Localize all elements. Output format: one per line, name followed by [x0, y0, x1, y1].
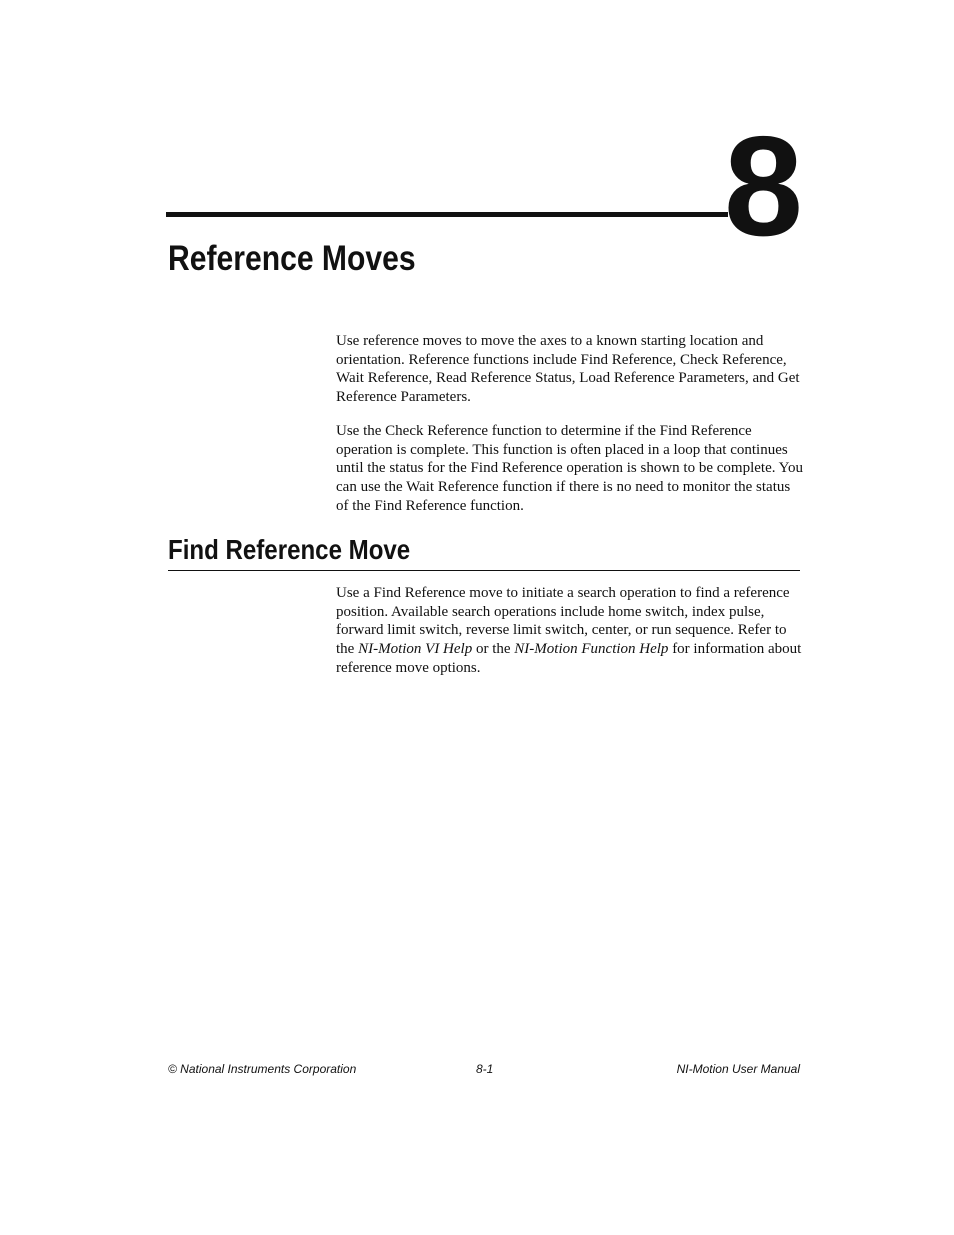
footer-copyright: © National Instruments Corporation [168, 1062, 357, 1076]
chapter-number: 8 [724, 107, 801, 266]
chapter-title: Reference Moves [168, 239, 416, 278]
chapter-rule [166, 212, 728, 217]
intro-paragraph-2: Use the Check Reference function to determine if the Find Reference operation is complete. This function is often placed in a loop that continues until the status for the Find Reference operation is shown to be complete. You can use the Wait Reference function if there is no need to monitor the status of the Find Reference function. [336, 423, 803, 514]
section-text-start: Use a Find Reference move to initiate a search operation to find a reference position. Available search operations include home switch, index pulse, forward limit switch, reverse limit switch, center, or run sequence. Refer to the [336, 585, 790, 658]
section-title: Find Reference Move [168, 534, 411, 565]
reference-function-help: NI-Motion Function Help [514, 641, 669, 658]
section-rule [168, 570, 800, 571]
reference-vi-help: NI-Motion VI Help [358, 641, 473, 658]
section-text-middle: or the [472, 641, 515, 658]
footer-manual-title: NI-Motion User Manual [676, 1062, 800, 1076]
intro-paragraph-1: Use reference moves to move the axes to a known starting location and orientation. Reference functions include Find Reference, Check Reference, Wait Reference, Read Reference Status, Load Reference Parameters, and Get Reference Parameters. [336, 333, 800, 406]
footer-page-number: 8-1 [476, 1062, 494, 1076]
section-paragraph [336, 584, 806, 678]
section-text-end: for information about reference move options. [336, 641, 802, 676]
